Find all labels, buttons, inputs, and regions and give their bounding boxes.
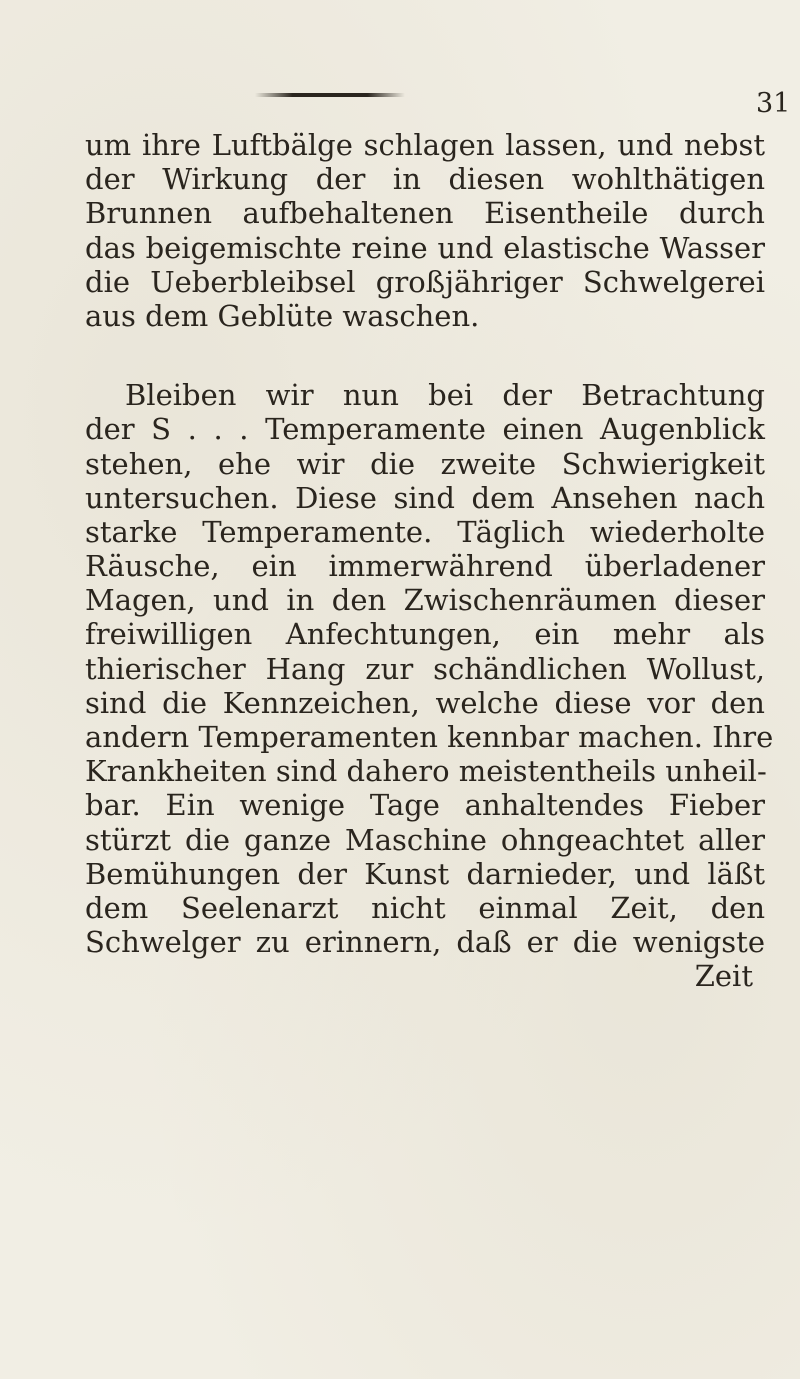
text-line: freiwilligen Anfechtungen, ein mehr als (85, 617, 765, 652)
text-line: thierischer Hang zur schändlichen Wollust, (85, 651, 765, 686)
paragraph-gap (85, 333, 765, 378)
catchword: Zeit (694, 959, 753, 994)
text-line: Schwelger zu erinnern, daß er die wenigste (85, 925, 765, 960)
text-line: Räusche, ein immerwährend überladener (85, 549, 765, 584)
header-rule (255, 93, 405, 97)
text-line: aus dem Geblüte waschen. (85, 298, 480, 333)
text-line: untersuchen. Diese sind dem Ansehen nach (85, 480, 765, 515)
body-text (85, 128, 774, 994)
text-line: starke Temperamente. Täglich wiederholte (85, 514, 765, 549)
text-line: dem Seelenarzt nicht einmal Zeit, den (85, 890, 765, 925)
text-line: stehen, ehe wir die zweite Schwierigkeit (85, 446, 765, 481)
text-line: stürzt die ganze Maschine ohngeachtet aller (85, 822, 765, 857)
text-line: die Ueberbleibsel großjähriger Schwelgerei (85, 264, 765, 299)
text-line: der S . . . Temperamente einen Augenblick (85, 412, 765, 447)
text-line: bar. Ein wenige Tage anhaltendes Fieber (85, 788, 765, 823)
text-line: Bemühungen der Kunst darnieder, und läßt (85, 856, 765, 891)
page-number: 31 (756, 88, 791, 119)
text-line: Brunnen aufbehaltenen Eisentheile durch (85, 196, 765, 231)
text-line: Magen, und in den Zwischenräumen dieser (85, 583, 765, 618)
text-line: sind die Kennzeichen, welche diese vor den (85, 685, 765, 720)
text-line: andern Temperamenten kennbar machen. Ihre (85, 720, 774, 754)
text-line: um ihre Luftbälge schlagen lassen, und nebst (85, 128, 765, 162)
text-line: der Wirkung der in diesen wohlthätigen (85, 162, 765, 197)
text-line: Bleiben wir nun bei der Betrachtung (125, 378, 765, 413)
text-line: das beigemischte reine und elastische Wasser (85, 230, 765, 265)
text-line: Krankheiten sind dahero meistentheils unheil- (85, 754, 767, 789)
